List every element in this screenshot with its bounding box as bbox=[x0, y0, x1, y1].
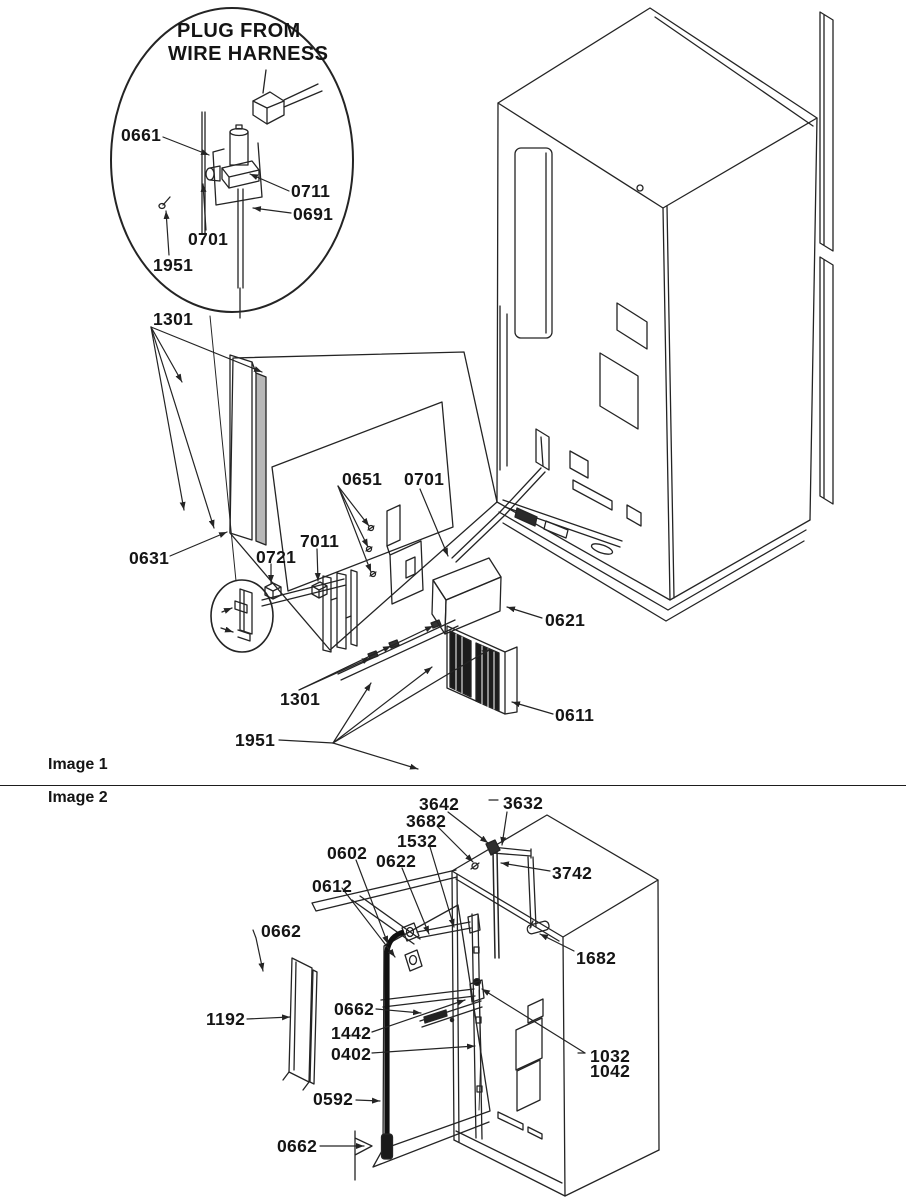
part-label-0612: 0612 bbox=[312, 876, 353, 896]
part-label-0662-bottom: 0662 bbox=[277, 1136, 318, 1156]
part-label-1192: 1192 bbox=[206, 1009, 246, 1029]
part-label-0651: 0651 bbox=[342, 469, 383, 489]
part-label-0611: 0611 bbox=[555, 705, 595, 725]
part-label-0621: 0621 bbox=[545, 610, 586, 630]
part-label-0691: 0691 bbox=[293, 204, 334, 224]
part-label-0701-mid: 0701 bbox=[404, 469, 445, 489]
part-label-0662-top: 0662 bbox=[261, 921, 302, 941]
part-label-0701-top: 0701 bbox=[188, 229, 229, 249]
cover-panel-0631 bbox=[230, 355, 266, 545]
part-label-3682: 3682 bbox=[406, 811, 447, 831]
part-label-1301-top: 1301 bbox=[153, 309, 194, 329]
part-label-7011: 7011 bbox=[300, 531, 340, 551]
partition-bracket-0651 bbox=[366, 505, 423, 604]
part-label-1301-bottom: 1301 bbox=[280, 689, 321, 709]
inset-title-line1: PLUG FROM bbox=[177, 20, 301, 42]
figure-divider bbox=[0, 785, 906, 786]
image1-drawing bbox=[111, 8, 833, 769]
refrigerator-cabinet-front bbox=[452, 815, 659, 1196]
part-label-1682: 1682 bbox=[576, 948, 617, 968]
part-label-0622: 0622 bbox=[376, 851, 417, 871]
part-label-1042: 1042 bbox=[590, 1061, 631, 1081]
part-label-0602: 0602 bbox=[327, 843, 368, 863]
part-label-0721: 0721 bbox=[256, 547, 297, 567]
part-label-3632: 3632 bbox=[503, 793, 544, 813]
part-label-0631: 0631 bbox=[129, 548, 170, 568]
refrigerator-cabinet-back bbox=[452, 8, 833, 621]
image2-drawing bbox=[247, 800, 659, 1196]
part-label-0661: 0661 bbox=[121, 125, 162, 145]
part-label-1951-bottom: 1951 bbox=[235, 730, 276, 750]
image1-caption: Image 1 bbox=[48, 756, 108, 773]
condenser-coil bbox=[447, 626, 517, 714]
image2-caption: Image 2 bbox=[48, 789, 108, 806]
drain-tube-clips bbox=[262, 579, 458, 680]
side-panel-1192 bbox=[283, 958, 317, 1090]
part-label-1532: 1532 bbox=[397, 831, 438, 851]
part-label-0662-mid: 0662 bbox=[334, 999, 375, 1019]
part-label-3642: 3642 bbox=[419, 794, 460, 814]
part-label-0592: 0592 bbox=[313, 1089, 354, 1109]
insulation-wrap bbox=[230, 306, 507, 652]
part-label-1442: 1442 bbox=[331, 1023, 372, 1043]
inset-title-line2: WIRE HARNESS bbox=[168, 43, 329, 65]
part-label-0711: 0711 bbox=[291, 181, 331, 201]
hinge-rod-assembly bbox=[471, 840, 550, 958]
compressor-compartment bbox=[432, 558, 501, 634]
part-label-3742: 3742 bbox=[552, 863, 593, 883]
part-label-1032: 1032 bbox=[590, 1046, 631, 1066]
inset-circle-clip bbox=[211, 580, 273, 652]
image2-leaders bbox=[247, 800, 585, 1146]
center-panel bbox=[355, 905, 490, 1180]
part-label-1951-top: 1951 bbox=[153, 255, 194, 275]
part-label-0402: 0402 bbox=[331, 1044, 372, 1064]
